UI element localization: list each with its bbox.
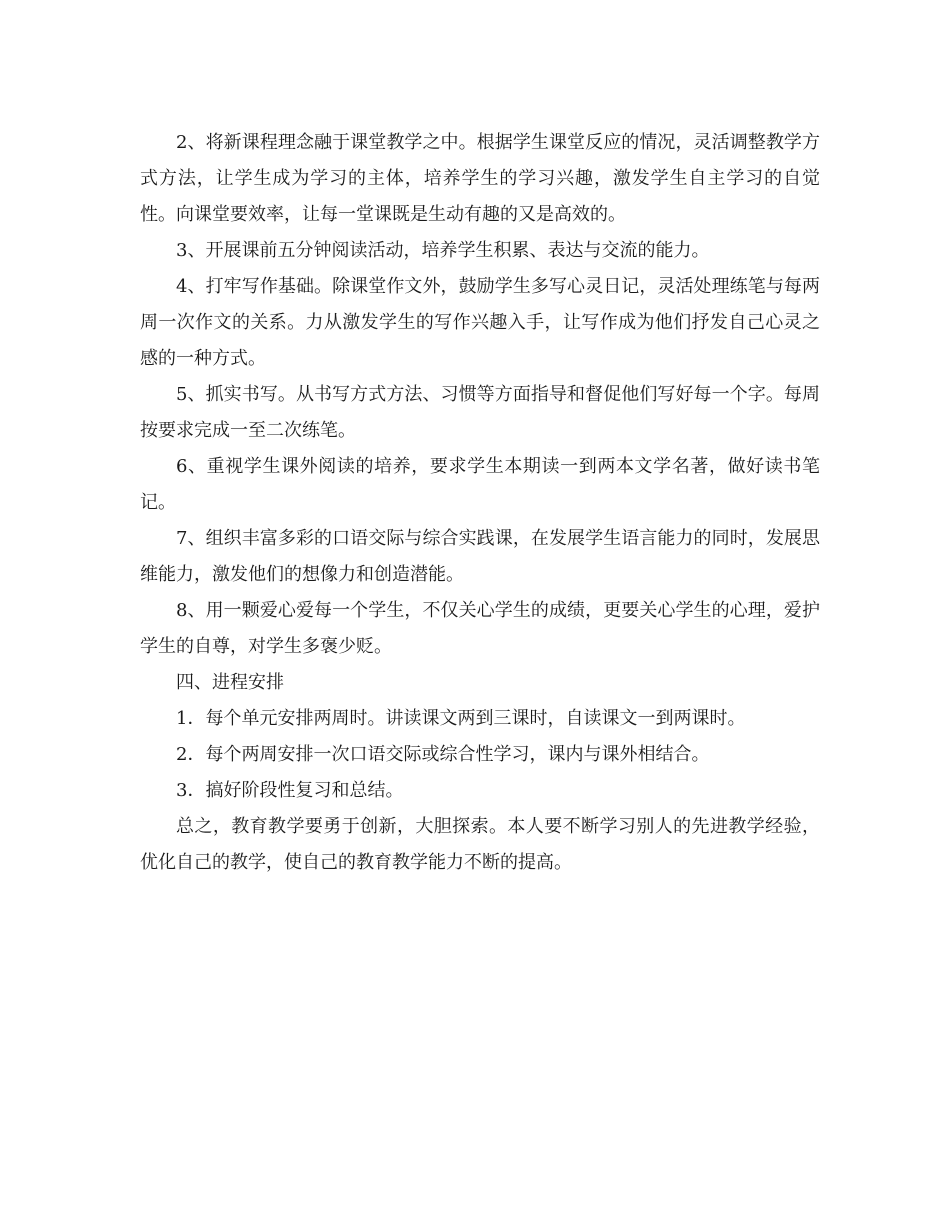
- paragraph-item-5: 5、抓实书写。从书写方式方法、习惯等方面指导和督促他们写好每一个字。每周按要求完成一至二次练笔。: [140, 384, 820, 441]
- section-heading-schedule: 四、进程安排: [176, 672, 284, 693]
- paragraph-item-4: 4、打牢写作基础。除课堂作文外，鼓励学生多写心灵日记，灵活处理练笔与每两周一次作文的关系。力从激发学生的写作兴趣入手，让写作成为他们抒发自己心灵之感的一种方式。: [140, 276, 820, 369]
- paragraph-item-2: 2、将新课程理念融于课堂教学之中。根据学生课堂反应的情况，灵活调整教学方式方法，让学生成为学习的主体，培养学生的学习兴趣，激发学生自主学习的自觉性。向课堂要效率，让每一堂课既是生动有趣的又是高效的。: [140, 132, 820, 225]
- paragraph-item-6: 6、重视学生课外阅读的培养，要求学生本期读一到两本文学名著，做好读书笔记。: [140, 456, 820, 513]
- paragraph-item-3: 3、开展课前五分钟阅读活动，培养学生积累、表达与交流的能力。: [176, 240, 710, 261]
- schedule-item-1: 1．每个单元安排两周时。讲读课文两到三课时，自读课文一到两课时。: [176, 708, 746, 729]
- paragraph-item-7: 7、组织丰富多彩的口语交际与综合实践课，在发展学生语言能力的同时，发展思维能力，激发他们的想像力和创造潜能。: [140, 528, 820, 585]
- schedule-item-3: 3．搞好阶段性复习和总结。: [176, 780, 404, 801]
- schedule-item-2: 2．每个两周安排一次口语交际或综合性学习，课内与课外相结合。: [176, 744, 710, 765]
- document-body: [140, 125, 820, 881]
- paragraph-item-8: 8、用一颗爱心爱每一个学生，不仅关心学生的成绩，更要关心学生的心理，爱护学生的自尊，对学生多褒少贬。: [140, 600, 820, 657]
- conclusion-paragraph: 总之，教育教学要勇于创新，大胆探索。本人要不断学习别人的先进教学经验，优化自己的教学，使自己的教育教学能力不断的提高。: [140, 816, 820, 873]
